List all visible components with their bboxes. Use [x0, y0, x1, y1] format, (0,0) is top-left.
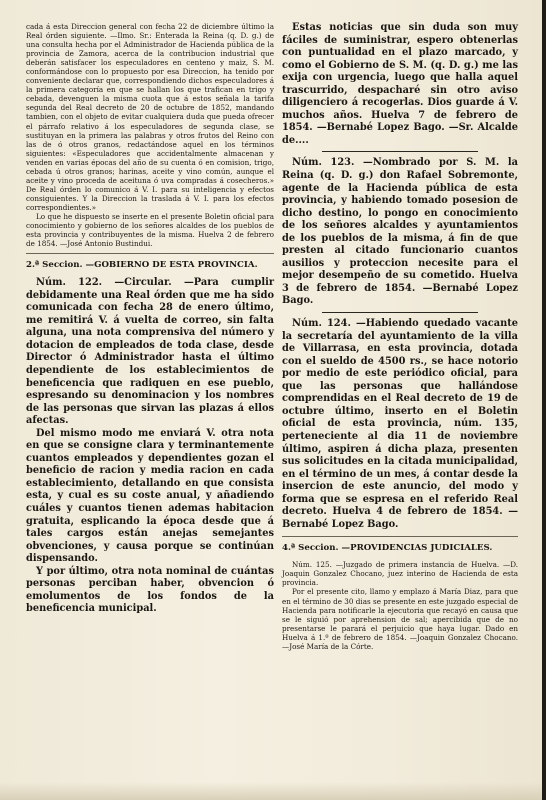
hacienda-notice	[26, 22, 274, 248]
notice-122	[26, 277, 274, 616]
notice-123-paragraph: Núm. 123. —Nombrado por S. M. la Reina (q. D. g.) don Rafael Sobremonte, agente de la Hacienda pública de esta provincia, y habiendo tomado posesion de dicho destino, lo pongo en conocimiento de los señores alcaldes y ayuntamientos de los pueblos de la misma, á fin de que presten al citado funcionario cuantos ausilios y proteccion necesite para el mejor desempeño de su cometido. Huelva 3 de febrero de 1854. —Bernabé Lopez Bago.	[282, 157, 518, 307]
notice-divider	[322, 151, 478, 152]
notice-divider	[322, 312, 478, 313]
notice-125	[282, 560, 518, 650]
continuation-paragraph: Estas noticias que sin duda son muy fáciles de suministrar, espero obtenerlas con puntualidad en el plazo marcado, y como el Gobierno de S. M. (q. D. g.) me las exija con urgencia, luego que halla aquel trascurrido, despacharé sin otro aviso diligenciero á recogerlas. Dios guarde á V. muchos años. Huelva 7 de febrero de 1854. —Bernabé Lopez Bago. —Sr. Alcalde de....	[282, 22, 518, 146]
right-column	[282, 22, 518, 651]
section-4-heading: 4.ª Seccion. —PROVIDENCIAS JUDICIALES.	[282, 543, 493, 554]
notice-122-continuation	[282, 22, 518, 147]
section-divider	[282, 536, 518, 537]
section-divider	[26, 253, 274, 254]
notice-122-paragraph: Núm. 122. —Circular. —Para cumplir debidamente una Real órden que me ha sido comunicada con fecha 28 de enero último, me remitirá V. á vuelta de correo, sin falta alguna, una nota comprensiva del número y dotacion de empleados de toda clase, desde Director ó Administrador hasta el último dependiente de los establecimientos de beneficencia que radiquen en ese pueblo, espresando su denominacion y los nombres de las personas que sirvan las plazas á ellos afectas.	[26, 277, 274, 427]
left-column	[26, 22, 274, 616]
notice-paragraph: cada á esta Direccion general con fecha 22 de diciembre último la Real órden siguiente. —Ilmo. Sr.: Enterada la Reina (q. D. g.) de una consulta hecha por el Administrador de Hacienda pública de la provincia de Zamora, acerca de la contribucion industrial que deberán satisfacer los especuladores en centeno y maiz, S. M. conformándose con lo propuesto por esa Direccion, ha tenido por conveniente declarar que, correspondiendo dichos especuladores á la primera categoría en que se hallan los que trafican en trigo y cebada, devenguen la misma cuota que á estos señala la tarifa segunda del Real decreto de 20 de octubre de 1852, mandando tambien, con el objeto de evitar cualquiera duda que pueda ofrecer el párrafo relativo á los especuladores de segunda clase, se sustituyan en la primera las palabras y otros frutos del Reino con las de ó otros granos, redactándose aquel en los términos siguientes: «Especuladores que accidentalmente almacenan y venden en varias épocas del año de su cuenta ó en comision, trigo, cebada ú otros granos; harinas, aceite y vino común, aunque el aceite y vino proceda de aceituna ó uva compradas á cosecheros.» De Real órden lo comunico á V. I. para su inteligencia y efectos consiguientes. Y la Direccion la traslada á V. I. para los efectos correspondientes.»	[26, 22, 274, 212]
notice-122-paragraph: Y por último, otra nota nominal de cuántas personas perciban haber, obvencion ó emolumentos de los fondos de la beneficencia municipal.	[26, 565, 274, 615]
notice-122-paragraph: Del mismo modo me enviará V. otra nota en que se consigne clara y terminantemente cuantos empleados y dependientes gozan el beneficio de racion y media racion en cada establecimiento, detallando en que consista esta, y cual es su coste anual, y añadiendo cuáles y cuantos tienen ademas habitacion gratuita, esplicando la época desde que á tales cargos están anejas semejantes obvenciones, y causa porque se continúan dispensando.	[26, 427, 274, 565]
notice-124	[282, 318, 518, 531]
notice-123	[282, 157, 518, 308]
notice-125-paragraph: Núm. 125. —Juzgado de primera instancia de Huelva. —D. Joaquin Gonzalez Chocano, juez interino de Hacienda de esta provincia.	[282, 560, 518, 588]
notice-paragraph: Lo que he dispuesto se inserte en el presente Boletin oficial para conocimiento y gobierno de los señores alcaldes de los pueblos de esta provincia y contribuyentes de la misma. Huelva 2 de febrero de 1854. —José Antonio Bustindui.	[26, 211, 274, 249]
notice-125-paragraph: Por el presente cito, llamo y emplazo á María Diaz, para que en el término de 30 dias se presente en este juzgado especial de Hacienda para notificarle la ejecutoria que recayó en causa que se le siguió por aprehension de sal; apercibida que de no presentarse le parará el perjuicio que haya lugar. Dado en Huelva á 1.º de febrero de 1854. —Joaquin Gonzalez Chocano. —José María de la Córte.	[282, 587, 518, 651]
notice-124-paragraph: Núm. 124. —Habiendo quedado vacante la secretaría del ayuntamiento de la villa de Villarrasa, en esta provincia, dotada con el sueldo de 4500 rs., se hace notorio por medio de este periódico oficial, para que las personas que hallándose comprendidas en el Real decreto de 19 de octubre último, inserto en el Boletin oficial de esta provincia, núm. 135, perteneciente al dia 11 de noviembre último, aspiren á dicha plaza, presenten sus solicitudes en la citada municipalidad, en el término de un mes, á contar desde la insercion de este anuncio, del modo y forma que se espresa en el referido Real decreto. Huelva 4 de febrero de 1854. —Bernabé Lopez Bago.	[282, 318, 518, 530]
section-2-heading: 2.ª Seccion. —GOBIERNO DE ESTA PROVINCIA.	[26, 260, 258, 271]
